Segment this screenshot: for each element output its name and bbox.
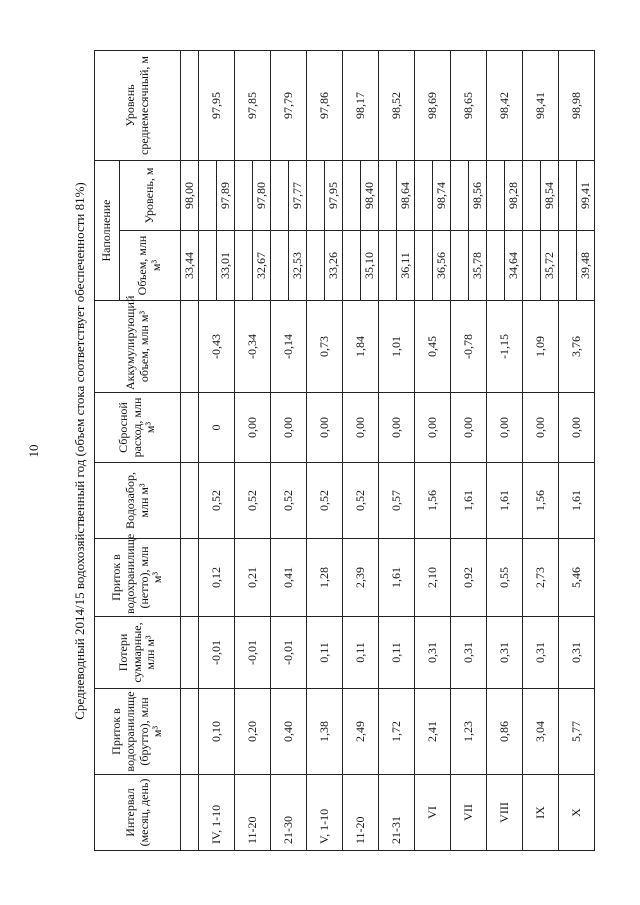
- cell-discharge: 0,00: [307, 393, 343, 463]
- cell-discharge: 0: [199, 393, 235, 463]
- cell-discharge: 0,00: [487, 393, 523, 463]
- cell-level: 98,28: [505, 160, 523, 230]
- cell-inflow-net: 1,28: [307, 539, 343, 617]
- cell-inflow-net: 2,10: [415, 539, 451, 617]
- cell-inflow-net: 1,61: [379, 539, 415, 617]
- table-row-start: [181, 50, 199, 850]
- cell-inflow-net: 0,12: [199, 539, 235, 617]
- cell-discharge: 0,00: [343, 393, 379, 463]
- cell-inflow-net: 5,46: [559, 539, 595, 617]
- page-number: 10: [26, 444, 41, 458]
- cell-accum: 1,84: [343, 301, 379, 393]
- table-row: [379, 50, 397, 850]
- cell-inflow-gross: 3,04: [523, 689, 559, 775]
- cell-level-avg: 98,65: [451, 50, 487, 160]
- header-discharge: Сбросной расход, млн м³: [95, 393, 181, 463]
- cell-losses: 0,31: [487, 617, 523, 689]
- cell-accum: 0,45: [415, 301, 451, 393]
- cell-inflow-gross: 5,77: [559, 689, 595, 775]
- table-row: [235, 50, 253, 850]
- cell-interval: 11-20: [343, 775, 379, 851]
- cell-losses: 0,31: [451, 617, 487, 689]
- cell-accum: -0,34: [235, 301, 271, 393]
- cell-intake: 1,56: [523, 463, 559, 539]
- cell-discharge: 0,00: [451, 393, 487, 463]
- cell-interval: VIII: [487, 775, 523, 851]
- cell-level-avg: 98,41: [523, 50, 559, 160]
- cell-level: 98,56: [469, 160, 487, 230]
- cell-intake: 0,52: [235, 463, 271, 539]
- cell-inflow-gross: 1,72: [379, 689, 415, 775]
- cell-inflow-net: 0,21: [235, 539, 271, 617]
- cell-level-avg: 98,17: [343, 50, 379, 160]
- cell-level: 98,64: [397, 160, 415, 230]
- table-row: [343, 50, 361, 850]
- cell-volume: 39,48: [577, 231, 595, 301]
- water-balance-table: [94, 50, 595, 851]
- cell-accum: -0,14: [271, 301, 307, 393]
- header-inflow-net: Приток в водохранилище (нетто), млн м³: [95, 539, 181, 617]
- cell-accum: -1,15: [487, 301, 523, 393]
- header-level: Уровень, м: [120, 160, 181, 230]
- cell-interval: 11-20: [235, 775, 271, 851]
- cell-level: 97,89: [217, 160, 235, 230]
- cell-volume: 33,26: [325, 231, 343, 301]
- cell-losses: -0,01: [235, 617, 271, 689]
- cell-volume: 35,78: [469, 231, 487, 301]
- header-level-avg: Уровень среднемесячный, м: [95, 50, 181, 160]
- table-body: [181, 50, 595, 850]
- cell-losses: -0,01: [199, 617, 235, 689]
- cell-level: 98,40: [361, 160, 379, 230]
- cell-intake: 0,52: [199, 463, 235, 539]
- cell-level-avg: 98,69: [415, 50, 451, 160]
- header-losses: Потери суммарные, млн м³: [95, 617, 181, 689]
- cell-level: 97,77: [289, 160, 307, 230]
- cell-accum: 1,01: [379, 301, 415, 393]
- cell-accum: -0,43: [199, 301, 235, 393]
- cell-inflow-net: 2,39: [343, 539, 379, 617]
- header-volume: Объем, млн м³: [120, 231, 181, 301]
- cell-inflow-gross: 1,23: [451, 689, 487, 775]
- cell-intake: 0,57: [379, 463, 415, 539]
- cell-inflow-net: 0,92: [451, 539, 487, 617]
- cell-inflow-gross: 2,41: [415, 689, 451, 775]
- cell-level-start: 98,00: [181, 160, 199, 230]
- rotated-table-area: [70, 51, 630, 851]
- cell-losses: 0,31: [523, 617, 559, 689]
- cell-volume: 34,64: [505, 231, 523, 301]
- cell-inflow-gross: 0,40: [271, 689, 307, 775]
- table-row: [487, 50, 505, 850]
- cell-losses: 0,11: [307, 617, 343, 689]
- cell-inflow-gross: 2,49: [343, 689, 379, 775]
- cell-intake: 1,61: [487, 463, 523, 539]
- table-row: [271, 50, 289, 850]
- cell-accum: 1,09: [523, 301, 559, 393]
- cell-level: 98,74: [433, 160, 451, 230]
- cell-level: 97,95: [325, 160, 343, 230]
- header-inflow-gross: Приток в водохранилище (брутто), млн м³: [95, 689, 181, 775]
- cell-interval: V, 1-10: [307, 775, 343, 851]
- cell-interval: VI: [415, 775, 451, 851]
- cell-level: 99,41: [577, 160, 595, 230]
- table-row: [451, 50, 469, 850]
- cell-volume: 35,10: [361, 231, 379, 301]
- cell-interval: IX: [523, 775, 559, 851]
- cell-intake: 1,61: [451, 463, 487, 539]
- cell-interval: 21-31: [379, 775, 415, 851]
- cell-losses: 0,31: [415, 617, 451, 689]
- cell-intake: 0,52: [307, 463, 343, 539]
- cell-intake: 1,61: [559, 463, 595, 539]
- cell-level-avg: 97,95: [199, 50, 235, 160]
- cell-level-avg: 98,98: [559, 50, 595, 160]
- cell-volume: 36,56: [433, 231, 451, 301]
- cell-discharge: 0,00: [235, 393, 271, 463]
- table-row: [199, 50, 217, 850]
- cell-intake: 0,52: [271, 463, 307, 539]
- cell-accum: 3,76: [559, 301, 595, 393]
- cell-discharge: 0,00: [271, 393, 307, 463]
- header-accum: Аккумулирующий объем, млн м³: [95, 301, 181, 393]
- cell-losses: 0,31: [559, 617, 595, 689]
- cell-interval: VII: [451, 775, 487, 851]
- cell-volume: 32,67: [253, 231, 271, 301]
- cell-losses: -0,01: [271, 617, 307, 689]
- cell-discharge: 0,00: [523, 393, 559, 463]
- cell-discharge: 0,00: [415, 393, 451, 463]
- table-row: [415, 50, 433, 850]
- cell-inflow-gross: 0,20: [235, 689, 271, 775]
- cell-interval: X: [559, 775, 595, 851]
- header-interval: Интервал (месяц, день): [95, 775, 181, 851]
- table-row: [307, 50, 325, 850]
- cell-volume-start: 33,44: [181, 231, 199, 301]
- cell-level-avg: 97,86: [307, 50, 343, 160]
- cell-losses: 0,11: [343, 617, 379, 689]
- cell-level-avg: 97,85: [235, 50, 271, 160]
- header-filling: Наполнение: [95, 160, 120, 300]
- cell-interval: IV, 1-10: [199, 775, 235, 851]
- cell-discharge: 0,00: [379, 393, 415, 463]
- cell-inflow-gross: 0,10: [199, 689, 235, 775]
- table-caption: Средневодный 2014/15 водохозяйственный год (объем стока соответствует обеспеченности 81%): [72, 182, 87, 720]
- cell-inflow-gross: 0,86: [487, 689, 523, 775]
- cell-level: 97,80: [253, 160, 271, 230]
- cell-accum: 0,73: [307, 301, 343, 393]
- cell-volume: 32,53: [289, 231, 307, 301]
- cell-level-avg: 97,79: [271, 50, 307, 160]
- cell-level: 98,54: [541, 160, 559, 230]
- cell-intake: 0,52: [343, 463, 379, 539]
- cell-losses: 0,11: [379, 617, 415, 689]
- header-intake: Водозабор, млн м³: [95, 463, 181, 539]
- cell-volume: 35,72: [541, 231, 559, 301]
- cell-inflow-net: 0,55: [487, 539, 523, 617]
- table-row: [559, 50, 577, 850]
- cell-discharge: 0,00: [559, 393, 595, 463]
- cell-inflow-net: 2,73: [523, 539, 559, 617]
- cell-accum: -0,78: [451, 301, 487, 393]
- cell-level-avg: 98,42: [487, 50, 523, 160]
- cell-volume: 33,01: [217, 231, 235, 301]
- cell-inflow-net: 0,41: [271, 539, 307, 617]
- cell-interval: 21-30: [271, 775, 307, 851]
- cell-inflow-gross: 1,38: [307, 689, 343, 775]
- cell-level-avg: 98,52: [379, 50, 415, 160]
- table-row: [523, 50, 541, 850]
- cell-volume: 36,11: [397, 231, 415, 301]
- cell-intake: 1,56: [415, 463, 451, 539]
